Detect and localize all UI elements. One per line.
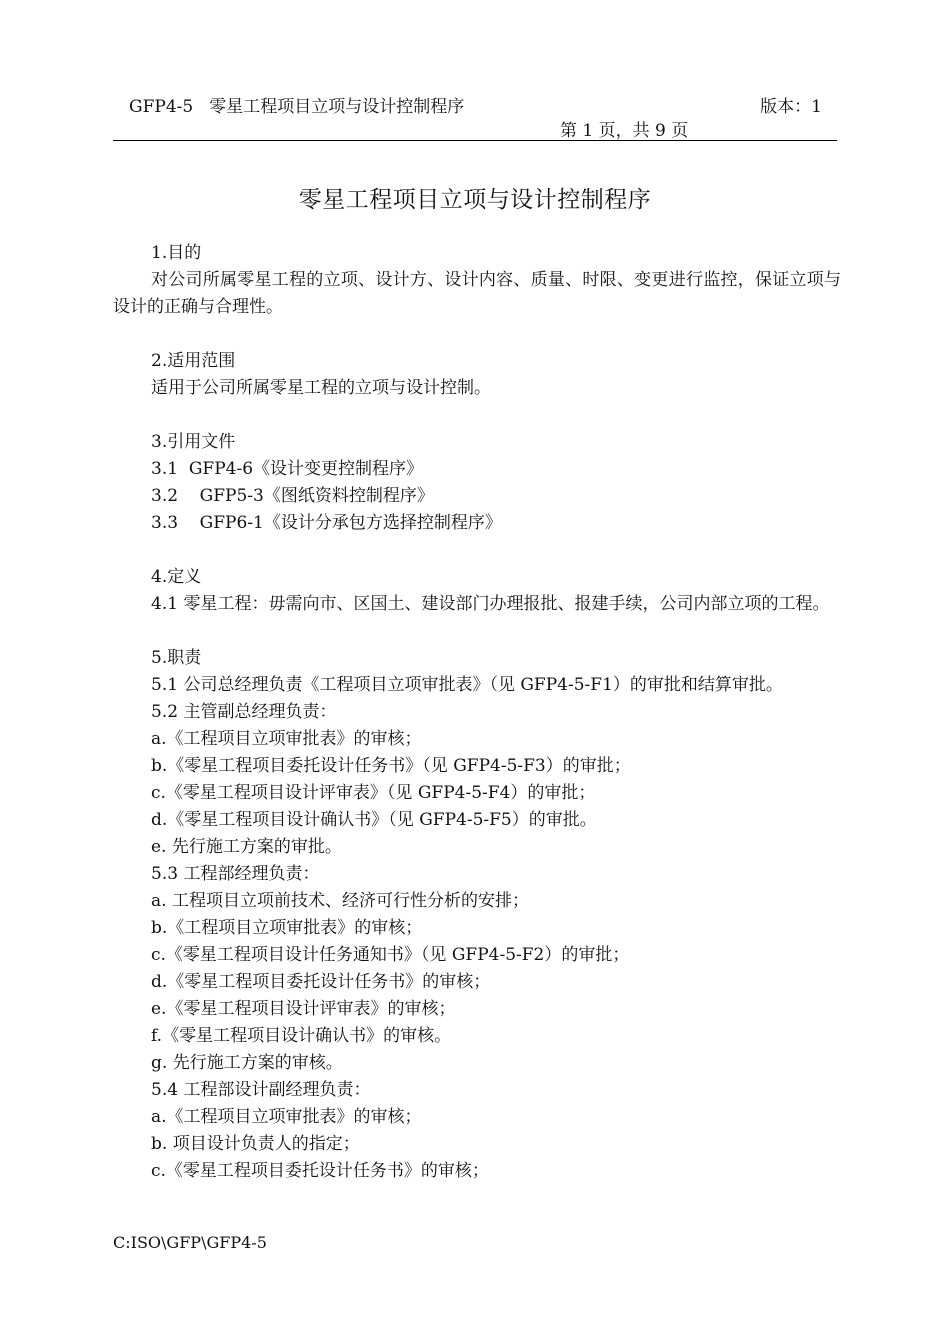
duty-item: b. 项目设计负责人的指定； [151,1134,360,1154]
section-body-scope: 适用于公司所属零星工程的立项与设计控制。 [151,378,491,398]
section-heading-purpose: 1.目的 [151,243,202,263]
section-body-purpose: 对公司所属零星工程的立项、设计方、设计内容、质量、时限、变更进行监控，保证立项与设计的正确与合理性。 [113,270,841,317]
reference-item: 3.2 GFP5-3《图纸资料控制程序》 [151,486,434,506]
spacer [113,618,841,645]
duty-item: b.《工程项目立项审批表》的审核； [151,918,423,938]
duty-item: a.《工程项目立项审批表》的审核； [151,729,422,749]
document-body [113,240,841,1185]
spacer [113,321,841,348]
reference-item: 3.1 GFP4-6《设计变更控制程序》 [151,459,424,479]
header-version: 版本：1 [760,97,822,117]
header-doc-name: 零星工程项目立项与设计控制程序 [209,97,465,117]
document-title: 零星工程项目立项与设计控制程序 [298,187,652,213]
spacer [113,402,841,429]
duty-5-3-title: 5.3 工程部经理负责： [151,864,320,884]
duty-item: c.《零星工程项目委托设计任务书》的审核； [151,1161,489,1181]
duty-item: c.《零星工程项目设计任务通知书》（见 GFP4-5-F2）的审批； [151,945,630,965]
duty-item: e.《零星工程项目设计评审表》的审核； [151,999,456,1019]
spacer [113,537,841,564]
duty-item: f.《零星工程项目设计确认书》的审核。 [151,1026,452,1046]
header-doc-code: GFP4-5 [129,97,194,117]
duty-item: d.《零星工程项目设计确认书》（见 GFP4-5-F5）的审批。 [151,810,597,830]
duty-5-1: 5.1 公司总经理负责《工程项目立项审批表》（见 GFP4-5-F1）的审批和结算审批。 [151,675,783,695]
duty-item: e. 先行施工方案的审批。 [151,837,342,857]
duty-item: c.《零星工程项目设计评审表》（见 GFP4-5-F4）的审批； [151,783,596,803]
header-page-info: 第 1 页，共 9 页 [560,121,689,141]
section-heading-references: 3.引用文件 [151,432,236,452]
header-doc-id [129,92,464,117]
reference-item: 3.3 GFP6-1《设计分承包方选择控制程序》 [151,513,502,533]
duty-item: a.《工程项目立项审批表》的审核； [151,1107,422,1127]
duty-5-4-title: 5.4 工程部设计副经理负责： [151,1080,371,1100]
section-heading-duties: 5.职责 [151,648,202,668]
duty-item: a. 工程项目立项前技术、经济可行性分析的安排； [151,891,529,911]
duty-item: b.《零星工程项目委托设计任务书》（见 GFP4-5-F3）的审批； [151,756,631,776]
section-heading-definitions: 4.定义 [151,567,202,587]
duty-item: d.《零星工程项目委托设计任务书》的审核； [151,972,491,992]
section-body-definitions: 4.1 零星工程：毋需向市、区国土、建设部门办理报批、报建手续，公司内部立项的工程。 [151,594,830,614]
page-header [113,88,837,141]
duty-5-2-title: 5.2 主管副总经理负责： [151,702,337,722]
section-heading-scope: 2.适用范围 [151,351,236,371]
duty-item: g. 先行施工方案的审核。 [151,1053,343,1073]
footer-file-path: C:ISO\GFP\GFP4-5 [113,1233,267,1252]
